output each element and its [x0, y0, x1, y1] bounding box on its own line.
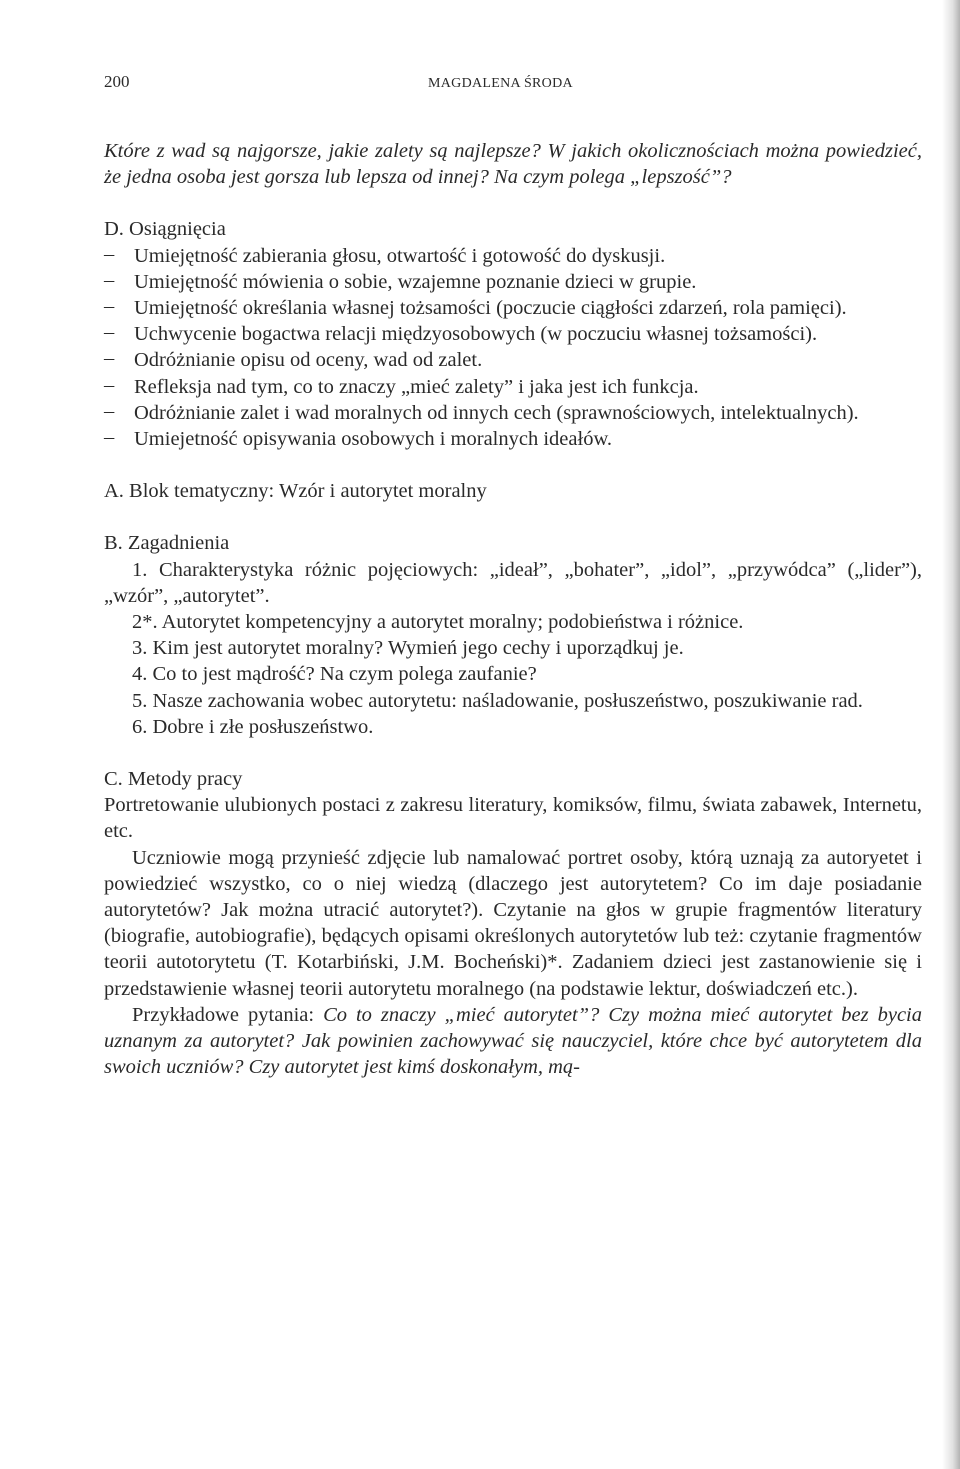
- paragraph-example-questions: [104, 1002, 922, 1081]
- list-item-text: Umiejętność mówienia o sobie, wzajemne poznanie dzieci w grupie.: [134, 270, 697, 293]
- dash-bullet: –: [104, 347, 115, 370]
- section-c-heading: C. Metody pracy: [104, 768, 243, 791]
- intro-questions: Które z wad są najgorsze, jakie zalety są najlepsze? W jakich okolicznościach można powiedzieć, że jedna osoba jest gorsza lub lepsza od innej? Na czym polega „lepszość”?: [104, 140, 922, 189]
- paragraph: Portretowanie ulubionych postaci z zakresu literatury, komiksów, filmu, świata zabawek, Internetu, etc.: [104, 794, 922, 843]
- list-item: [104, 347, 922, 373]
- list-item-text: Umiejętność zabierania głosu, otwartość i gotowość do dyskusji.: [134, 244, 666, 267]
- section-d-heading: D. Osiągnięcia: [104, 218, 226, 241]
- list-item-text: Odróżnianie zalet i wad moralnych od innych cech (sprawnościowych, intelektualnych).: [134, 401, 859, 424]
- list-item-text: Odróżnianie opisu od oceny, wad od zalet.: [134, 349, 483, 372]
- list-item-text: Umiejętność określania własnej tożsamości (poczucie ciągłości zdarzeń, rola pamięci).: [134, 297, 847, 320]
- document-page: [104, 72, 922, 1081]
- section-b-heading: B. Zagadnienia: [104, 532, 230, 555]
- section-b: [104, 530, 922, 740]
- list-item-text: Refleksja nad tym, co to znaczy „mieć zalety” i jaka jest ich funkcja.: [134, 375, 699, 398]
- section-d: [104, 216, 922, 452]
- page-header: [104, 72, 922, 98]
- section-a-heading: A. Blok tematyczny: Wzór i autorytet moralny: [104, 480, 487, 503]
- dash-bullet: –: [104, 373, 115, 396]
- dash-bullet: –: [104, 295, 115, 318]
- list-item-text: Uchwycenie bogactwa relacji międzyosobowych (w poczuciu własnej tożsamości).: [134, 323, 818, 346]
- numbered-item: 4. Co to jest mądrość? Na czym polega zaufanie?: [132, 663, 537, 686]
- list-item: [104, 295, 922, 321]
- dash-bullet: –: [104, 426, 115, 449]
- paragraph-lead: Przykładowe pytania:: [132, 1003, 324, 1026]
- numbered-item: 1. Charakterystyka różnic pojęciowych: „ideał”, „bohater”, „idol”, „przywódca” („lider”), „wzór”, „autorytet”.: [104, 558, 922, 607]
- list-item: [104, 374, 922, 400]
- running-head: MAGDALENA ŚRODA: [428, 76, 573, 91]
- dash-bullet: –: [104, 242, 115, 265]
- dash-bullet: –: [104, 399, 115, 422]
- numbered-item: 6. Dobre i złe posłuszeństwo.: [132, 715, 374, 738]
- list-item: [104, 243, 922, 269]
- paragraph-italic-questions: Co to znaczy „mieć autorytet”? Czy można mieć autorytet bez bycia uznanym za autorytet? Jak powinien zachowywać się nauczyciel, które chce być autorytetem dla swoich uczniów? Czy autorytet jest kimś doskonałym, mą-: [104, 1003, 923, 1079]
- page-number: 200: [104, 72, 130, 91]
- list-item: [104, 426, 922, 452]
- list-item-text: Umiejetność opisywania osobowych i moralnych ideałów.: [134, 428, 613, 451]
- dash-bullet: –: [104, 321, 115, 344]
- numbered-item: 3. Kim jest autorytet moralny? Wymień jego cechy i uporządkuj je.: [132, 637, 684, 660]
- page-edge-shadow: [942, 0, 960, 1469]
- list-item: [104, 269, 922, 295]
- list-item: [104, 400, 922, 426]
- section-c: [104, 766, 922, 1080]
- paragraph: Uczniowie mogą przynieść zdjęcie lub namalować portret osoby, którą uznają za autoryetet i powiedzieć wszystko, co o niej wiedzą (dlaczego jest autorytetem? Co im daje posiadanie autorytetów? Jak można utracić autorytet?). Czytanie na głos w grupie fragmentów literatury (biografie, autobiografie), będących opisami określonych autorytetów lub też: czytanie fragmentów teorii autotorytetu (T. Kotarbiński, J.M. Bocheński)*. Zadaniem dzieci jest zastanowienie się i przedstawienie własnej teorii autorytetu moralnego (na podstawie lektur, doświadczeń etc.).: [104, 846, 922, 1000]
- numbered-item: 5. Nasze zachowania wobec autorytetu: naśladowanie, posłuszeństwo, poszukiwanie rad.: [132, 689, 863, 712]
- list-item: [104, 321, 922, 347]
- numbered-item: 2*. Autorytet kompetencyjny a autorytet moralny; podobieństwa i różnice.: [132, 611, 744, 634]
- dash-bullet: –: [104, 268, 115, 291]
